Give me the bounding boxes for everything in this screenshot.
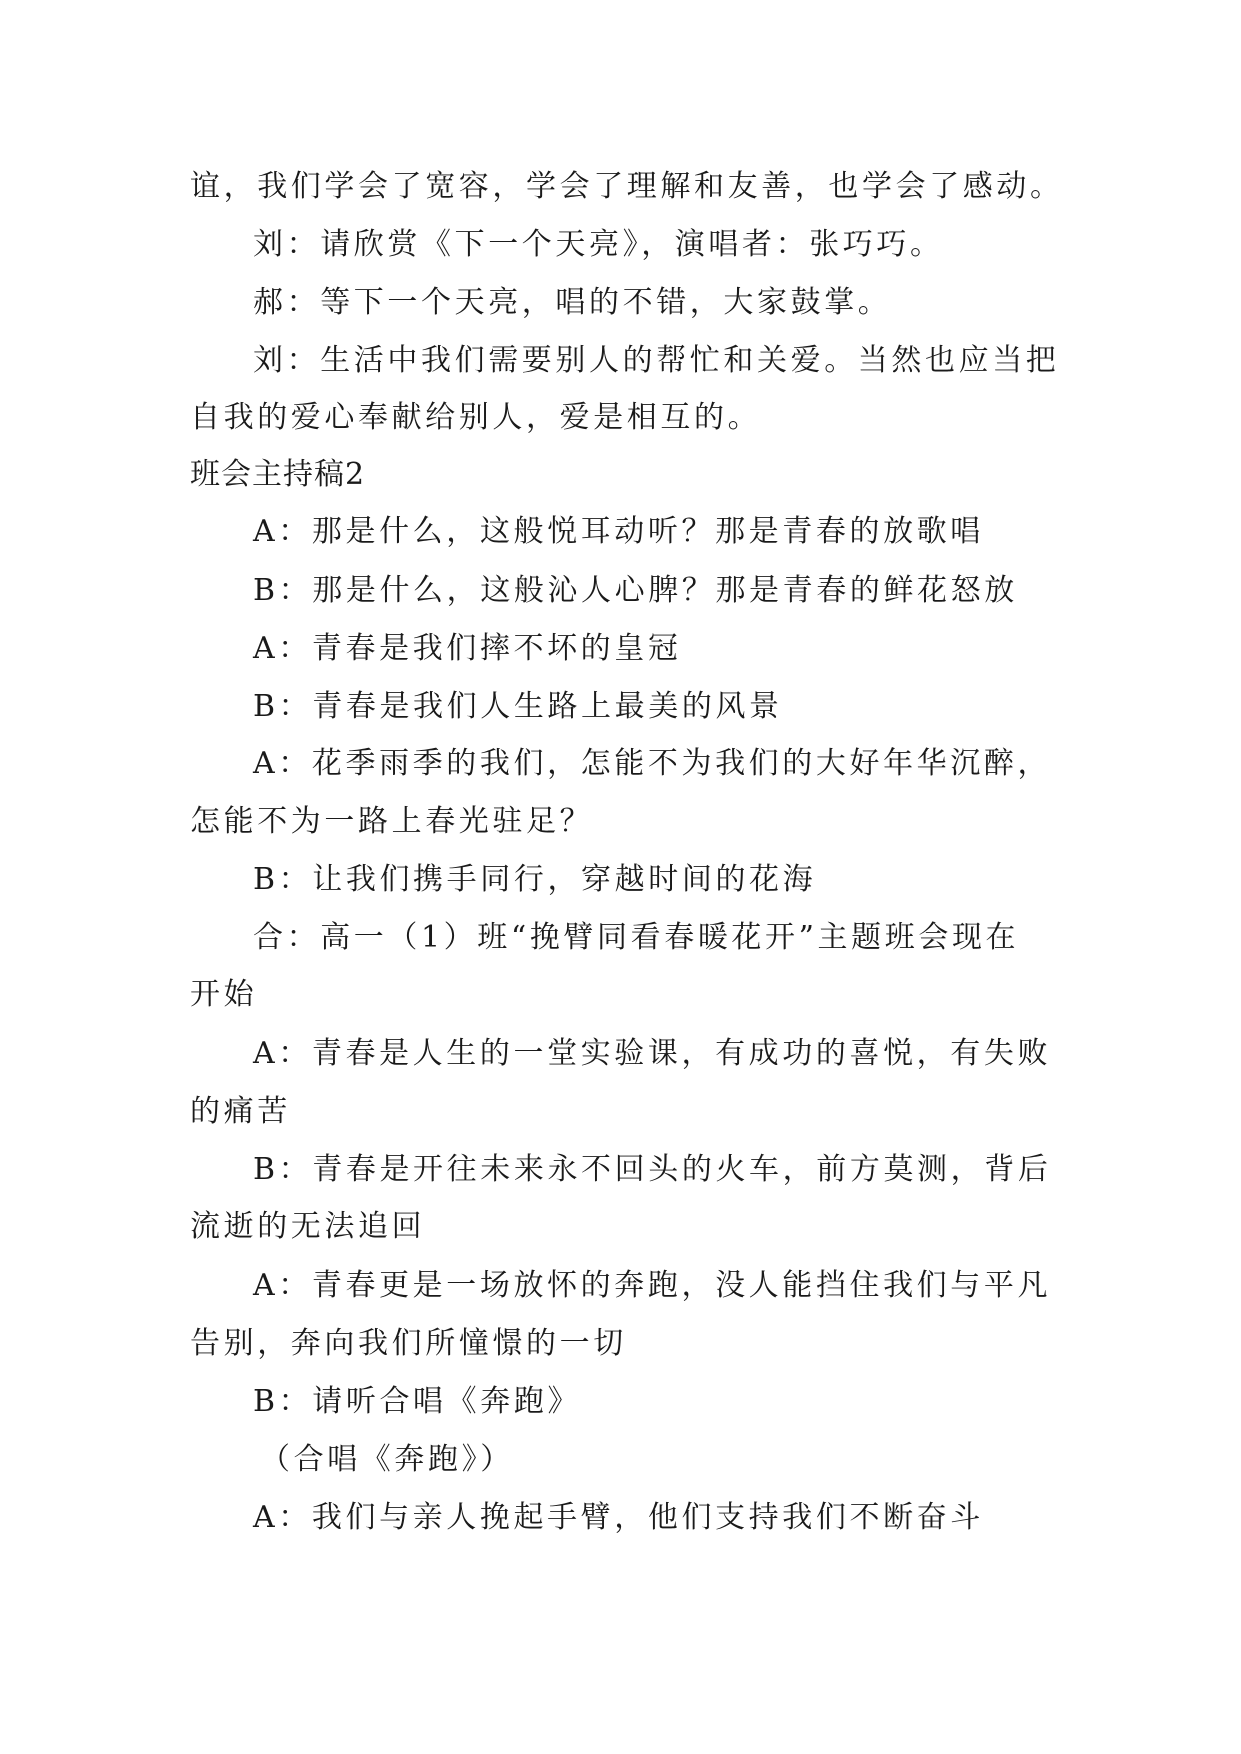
dialogue-line: A：青春更是一场放怀的奔跑，没人能挡住我们与平凡 bbox=[253, 1268, 1052, 1303]
dialogue-line: B：那是什么，这般沁人心脾？那是青春的鲜花怒放 bbox=[253, 573, 1018, 608]
paragraph-line: 流逝的无法追回 bbox=[190, 1209, 426, 1244]
paragraph-line: 告别，奔向我们所憧憬的一切 bbox=[190, 1326, 627, 1361]
stage-direction: （合唱《奔跑》） bbox=[260, 1442, 514, 1477]
dialogue-line: 刘：请欣赏《下一个天亮》，演唱者：张巧巧。 bbox=[253, 227, 944, 262]
paragraph-line: 开始 bbox=[190, 977, 258, 1012]
paragraph-line: 怎能不为一路上春光驻足？ bbox=[190, 804, 594, 839]
dialogue-line: 合：高一（1）班“挽臂同看春暖花开”主题班会现在 bbox=[253, 920, 1020, 955]
dialogue-line: A：青春是我们摔不坏的皇冠 bbox=[253, 631, 682, 666]
paragraph-line: 的痛苦 bbox=[190, 1094, 291, 1129]
dialogue-line: 刘：生活中我们需要别人的帮忙和关爱。当然也应当把 bbox=[253, 343, 1060, 378]
dialogue-line: B：请听合唱《奔跑》 bbox=[253, 1384, 582, 1419]
dialogue-line: A：青春是人生的一堂实验课，有成功的喜悦，有失败 bbox=[253, 1036, 1052, 1071]
dialogue-line: B：青春是开往未来永不回头的火车，前方莫测，背后 bbox=[253, 1152, 1052, 1187]
dialogue-line: B：让我们携手同行，穿越时间的花海 bbox=[253, 862, 817, 897]
dialogue-line: 郝：等下一个天亮，唱的不错，大家鼓掌。 bbox=[253, 285, 892, 320]
dialogue-line: A：那是什么，这般悦耳动听？那是青春的放歌唱 bbox=[253, 514, 984, 549]
dialogue-line: B：青春是我们人生路上最美的风景 bbox=[253, 689, 783, 724]
section-heading: 班会主持稿2 bbox=[190, 457, 366, 492]
paragraph-line: 自我的爱心奉献给别人，爱是相互的。 bbox=[190, 400, 762, 435]
dialogue-line: A：花季雨季的我们，怎能不为我们的大好年华沉醉， bbox=[253, 746, 1052, 781]
dialogue-line: A：我们与亲人挽起手臂，他们支持我们不断奋斗 bbox=[253, 1500, 984, 1535]
paragraph-line: 谊，我们学会了宽容，学会了理解和友善，也学会了感动。 bbox=[190, 169, 1064, 204]
